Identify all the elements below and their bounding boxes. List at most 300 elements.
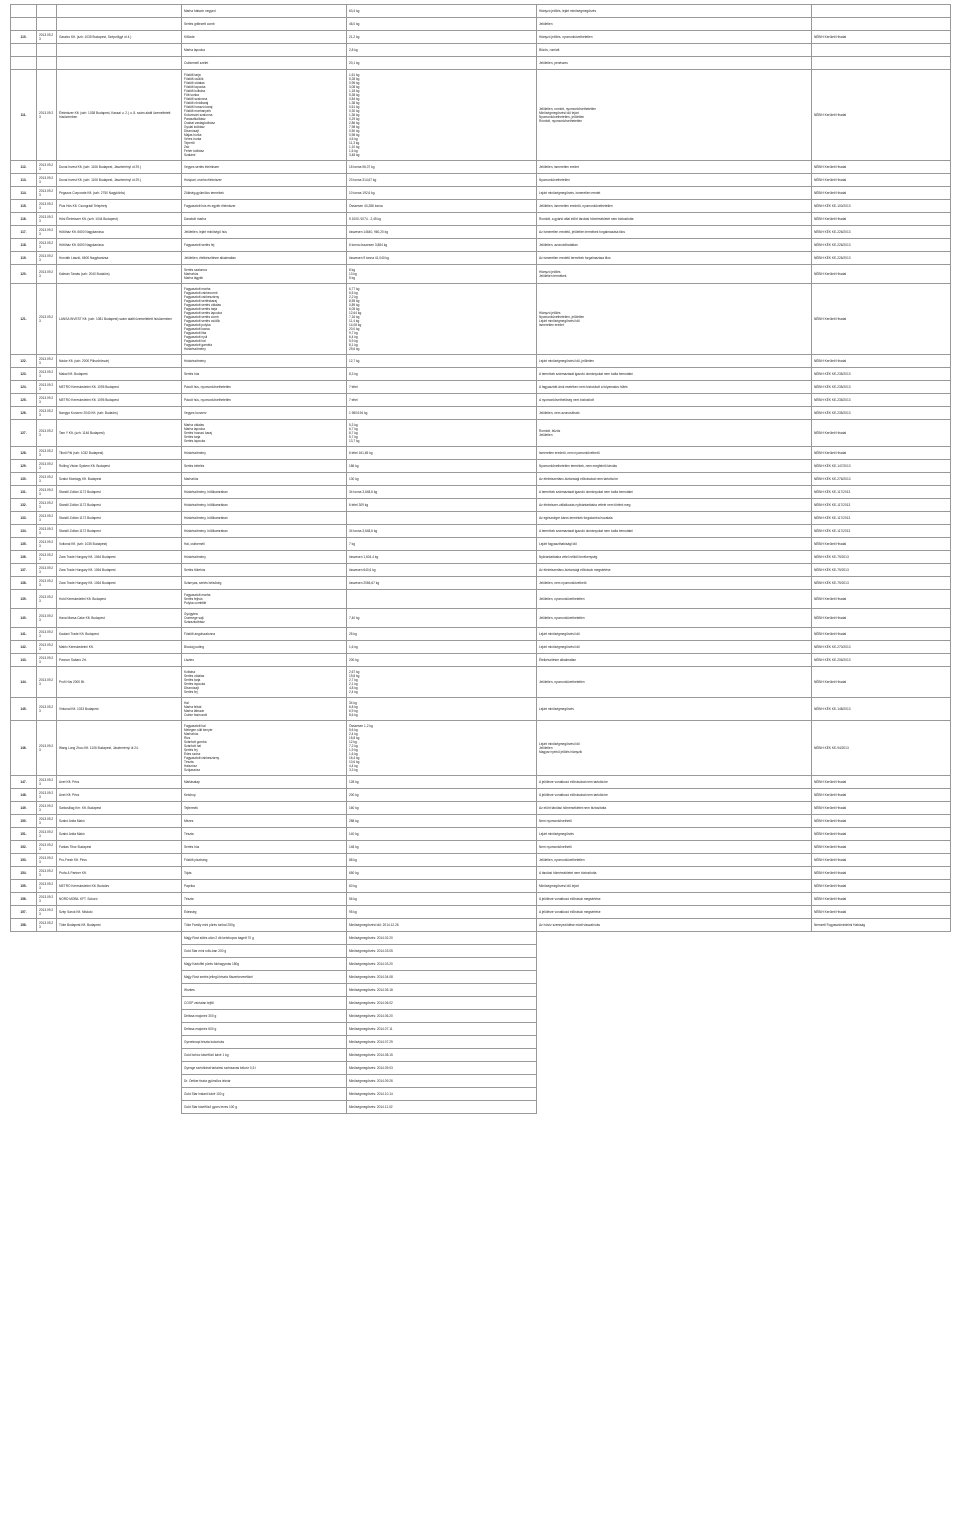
cell-issue: A termékek származását igazoló okmányokat nem tudta bemutatni — [537, 486, 812, 499]
cell-issue: Minőségmegőrzési idő lejárt — [537, 880, 812, 893]
cell-date: 2013.09.23 — [37, 161, 57, 174]
cell-firm: LANSA INVEST Kft. (szh: 1081 Budapest) szám alatti üzemeltetett húsüzemben — [57, 284, 182, 355]
table-row — [11, 789, 951, 802]
cell-qty: 5,3 kg 6,7 kg 8,7 kg 5,7 kg 13,7 kg — [347, 420, 537, 447]
note-date: Minőségmegőrzés: 2014.08.15 — [347, 1049, 537, 1062]
table-row — [11, 44, 951, 57]
cell-auth: NÉBIH KÉK KE-79/2013 — [812, 577, 951, 590]
cell-auth: NÉBIH Kerületi Hivatal — [812, 447, 951, 460]
cell-issue: Jelöletlen, nyomonkövethetetlen — [537, 854, 812, 867]
note-row — [11, 945, 951, 958]
empty-cell — [11, 1075, 37, 1088]
cell-no — [11, 57, 37, 70]
cell-date: 2013.09.23 — [37, 187, 57, 200]
cell-no: 136. — [11, 551, 37, 564]
cell-date: 2013.09.23 — [37, 577, 57, 590]
note-date: Minőségmegőrzés: 2014.03.20 — [347, 958, 537, 971]
cell-no: 119. — [11, 252, 37, 265]
cell-date: 2013.09.23 — [37, 641, 57, 654]
cell-firm: Hűsi Élelmiszer Kft. (szh: 1044 Budapest) — [57, 213, 182, 226]
empty-cell — [37, 1049, 57, 1062]
cell-qty: 200 kg — [347, 789, 537, 802]
cell-no: 154. — [11, 867, 37, 880]
note-product: Delissa majonéz 600 g — [182, 1023, 347, 1036]
table-row — [11, 213, 951, 226]
cell-firm: Vintonal Kft. 1033 Budapest — [57, 698, 182, 721]
cell-prod: Mártásalap — [182, 776, 347, 789]
cell-no: 132. — [11, 499, 37, 512]
cell-qty: 15 tonna 96,07 kg — [347, 161, 537, 174]
cell-no: 137. — [11, 564, 37, 577]
cell-prod: Vegyes sertés élelmiszer — [182, 161, 347, 174]
cell-issue: Jelöletlen, nem nyomonkövethető — [537, 577, 812, 590]
cell-auth — [812, 44, 951, 57]
table-body — [11, 5, 951, 932]
empty-cell — [812, 1088, 951, 1101]
cell-date: 2013.09.23 — [37, 355, 57, 368]
empty-cell — [11, 958, 37, 971]
cell-issue: A termékek származását igazoló okmányokat nem tudta bemutatni — [537, 525, 812, 538]
empty-cell — [812, 1049, 951, 1062]
table-row — [11, 538, 951, 551]
table-row — [11, 893, 951, 906]
cell-firm: Standil Zoltán 1172 Budapest — [57, 512, 182, 525]
cell-issue: Bűzös, romlott — [537, 44, 812, 57]
cell-issue: Az ismeretlen eredetű termékek forgalmazása tilos — [537, 252, 812, 265]
cell-qty: Összesen 40,288 tonna — [347, 200, 537, 213]
cell-issue: Lejárt minőségmegőrzési idő — [537, 628, 812, 641]
cell-date: 2013.09.23 — [37, 919, 57, 932]
cell-prod: Fagyasztott sertés fej — [182, 239, 347, 252]
table-row — [11, 239, 951, 252]
cell-no — [11, 44, 37, 57]
cell-firm: Szép Sarok Kft. Miskolc — [57, 906, 182, 919]
cell-qty: 20,1 kg — [347, 57, 537, 70]
cell-firm: Tam Y Kft. (szh: 1146 Budapest) — [57, 420, 182, 447]
cell-firm: Dunai Invest Kft. (szh: 1106 Budapest, Jászberényi út 29.) — [57, 174, 182, 187]
cell-date: 2013.09.23 — [37, 473, 57, 486]
cell-date: 2013.09.23 — [37, 538, 57, 551]
cell-issue: Hiányzó jelölés, nyomonkövethetetlen — [537, 31, 812, 44]
cell-prod: Hal Marha felsál Marha lábszár Csirke fasírozott — [182, 698, 347, 721]
cell-issue: Hiányzó jelölés, lejárt minőségmegőrzés — [537, 5, 812, 18]
cell-no: 152. — [11, 841, 37, 854]
cell-firm: Zara Trade Hungary Kft. 1064 Budapest — [57, 551, 182, 564]
empty-cell — [11, 932, 37, 945]
cell-prod: Fagyasztott marha Sertés fejhús Pulyka combfilé — [182, 590, 347, 609]
table-row — [11, 381, 951, 394]
cell-auth: NÉBIH Kerületi Hivatal — [812, 628, 951, 641]
cell-qty: Összesen 1,2 kg 5,6 kg 2,4 kg 15,8 kg 12 kg 7,2 kg 1,9 kg 1,6 kg 16,4 kg 10,6 kg 4,4 kg 3,3 kg — [347, 721, 537, 776]
cell-firm: NORD MOBIL KFT. Sokoró — [57, 893, 182, 906]
cell-no: 131. — [11, 486, 37, 499]
table-row — [11, 867, 951, 880]
table-row — [11, 654, 951, 667]
cell-issue: A jelölésre vonatkozó előírásokat nem tartotta be — [537, 776, 812, 789]
cell-auth: NÉBIH Kerületi Hivatal — [812, 174, 951, 187]
empty-cell — [57, 1010, 182, 1023]
cell-firm: METRO Kereskedelmi Kft. 1095 Budapest — [57, 381, 182, 394]
cell-auth: NÉBIH Kerületi Hivatal — [812, 893, 951, 906]
cell-firm: Pannon Sabaro Zrt. — [57, 654, 182, 667]
cell-qty: 5 1000 /1074 - 2,45 kg — [347, 213, 537, 226]
cell-firm: Tüke Budapest Kft. Budapest — [57, 919, 182, 932]
cell-prod: Marha hátszín negyed — [182, 5, 347, 18]
cell-qty: 34 kg 6,8 kg 6,9 kg 8,6 kg — [347, 698, 537, 721]
cell-firm: Tiboti Pál (szh: 1032 Budapest) — [57, 447, 182, 460]
cell-qty: 7 tétel — [347, 394, 537, 407]
cell-firm: METRO Kereskedelmi Kft. 1095 Budapest — [57, 394, 182, 407]
cell-no: 120. — [11, 265, 37, 284]
cell-prod: Sertés hús — [182, 841, 347, 854]
note-product: Gyenge szénhidrát tartalmú szénsavas kékvíz 0,5 l — [182, 1062, 347, 1075]
note-product: Delissa majonéz 300 g — [182, 1010, 347, 1023]
cell-firm — [57, 18, 182, 31]
cell-date: 2013.09.23 — [37, 815, 57, 828]
cell-auth: NÉBIH KÉK KE-226/2013 — [812, 226, 951, 239]
table-row — [11, 420, 951, 447]
cell-qty: 56 kg — [347, 893, 537, 906]
cell-issue: Jelöletlen, azonosíthatatlan — [537, 239, 812, 252]
cell-auth — [812, 18, 951, 31]
empty-cell — [537, 958, 812, 971]
cell-auth: NÉBIH KÉK KE-79/2013 — [812, 551, 951, 564]
cell-no: 117. — [11, 226, 37, 239]
cell-firm: Matrix Kereskedelmi Kft. — [57, 641, 182, 654]
cell-prod: Fagyasztott hús és egyéb élelmiszer — [182, 200, 347, 213]
cell-qty: 160 kg — [347, 802, 537, 815]
cell-issue: A jelölésre vonatkozó előírások megsértése — [537, 893, 812, 906]
cell-date: 2013.09.23 — [37, 654, 57, 667]
table-row — [11, 776, 951, 789]
cell-firm: Hűtőház Kft. 6600 Nagykanizsa — [57, 226, 182, 239]
cell-auth — [812, 5, 951, 18]
cell-no: 110. — [11, 31, 37, 44]
empty-cell — [11, 984, 37, 997]
note-date: Minőségmegőrzés: 2014.06.20 — [347, 1010, 537, 1023]
empty-cell — [11, 1049, 37, 1062]
cell-auth: Nemzeti Fogyasztóvédelmi Hatóság — [812, 919, 951, 932]
note-product: Majjy Kartoffel pürés fokhagymás 180g — [182, 958, 347, 971]
cell-no: 115. — [11, 200, 37, 213]
cell-qty: 1 980/194 kg — [347, 407, 537, 420]
cell-no: 140. — [11, 609, 37, 628]
note-product: Gold bohóc kávéfőző kávé 1 kg — [182, 1049, 347, 1062]
cell-no: 150. — [11, 815, 37, 828]
cell-issue: Lejárt fogyaszthatósági idő — [537, 538, 812, 551]
cell-date: 2013.09.23 — [37, 407, 57, 420]
cell-no: 123. — [11, 368, 37, 381]
cell-qty: 2,67 kg 19,8 kg 2,7 kg 2,1 kg 4,8 kg 2,4 kg — [347, 667, 537, 698]
cell-prod: Füstölt pisztráng — [182, 854, 347, 867]
cell-prod: Marhahús — [182, 473, 347, 486]
note-row — [11, 1049, 951, 1062]
empty-cell — [812, 984, 951, 997]
cell-no: 111. — [11, 70, 37, 161]
cell-firm: METRO Kereskedelmi Kft. Budaörs — [57, 880, 182, 893]
cell-date: 2013.09.23 — [37, 789, 57, 802]
cell-date — [37, 57, 57, 70]
table-row — [11, 460, 951, 473]
note-row — [11, 984, 951, 997]
cell-no: 146. — [11, 721, 37, 776]
cell-prod: Tojás — [182, 867, 347, 880]
note-row — [11, 1075, 951, 1088]
note-row — [11, 1088, 951, 1101]
note-row — [11, 932, 951, 945]
cell-date: 2013.09.23 — [37, 265, 57, 284]
cell-auth: NÉBIH Kerületi Hivatal — [812, 906, 951, 919]
cell-date: 2013.09.23 — [37, 802, 57, 815]
recall-table — [10, 4, 951, 1114]
table-row — [11, 577, 951, 590]
cell-qty: összesen 9 tonna 41,040 kg — [347, 252, 537, 265]
empty-cell — [537, 1088, 812, 1101]
cell-no: 151. — [11, 828, 37, 841]
cell-issue: Jelöletlen, penészes — [537, 57, 812, 70]
cell-prod: Tüke Family mini pürés tonhal 250g — [182, 919, 347, 932]
note-date: Minőségmegőrzés: 2014.02.20 — [347, 932, 537, 945]
cell-issue: Az élelmiszer-vállalkozás nyilvántartásba vétele nem történt meg — [537, 499, 812, 512]
cell-no: 157. — [11, 906, 37, 919]
cell-date: 2013.09.23 — [37, 284, 57, 355]
cell-auth: NÉBIH Kerületi Hivatal — [812, 815, 951, 828]
cell-prod: Lisztes — [182, 654, 347, 667]
cell-no: 149. — [11, 802, 37, 815]
cell-qty: 200 kg — [347, 654, 537, 667]
table-row — [11, 564, 951, 577]
empty-cell — [57, 945, 182, 958]
table-row — [11, 628, 951, 641]
cell-auth: NÉBIH Kerületi Hivatal — [812, 284, 951, 355]
cell-no: 156. — [11, 893, 37, 906]
note-date: Minőségmegőrzés: 2014.04.08 — [347, 971, 537, 984]
cell-firm: Kálmán Tamás (szh: 2040 Budaörs) — [57, 265, 182, 284]
cell-issue: Lejárt minőségmegőrzés, ismeretlen eredet — [537, 187, 812, 200]
cell-no: 142. — [11, 641, 37, 654]
cell-firm: Anet Kft. Pécs — [57, 789, 182, 802]
cell-qty: 34 tonna 3,648,6 kg — [347, 486, 537, 499]
empty-cell — [37, 945, 57, 958]
cell-prod: Sertés tőkehús — [182, 564, 347, 577]
cell-date: 2013.09.23 — [37, 213, 57, 226]
cell-no: 130. — [11, 473, 37, 486]
empty-cell — [57, 1062, 182, 1075]
cell-qty: 34 tonna 3,648,6 kg — [347, 525, 537, 538]
cell-prod: Pácolt hús, nyomonkövethetetlen — [182, 381, 347, 394]
empty-cell — [11, 1036, 37, 1049]
cell-prod: Csirkemell szelet — [182, 57, 347, 70]
empty-cell — [537, 1010, 812, 1023]
cell-no: 138. — [11, 577, 37, 590]
cell-issue: Jelöletlen, nyomonkövethetetlen — [537, 609, 812, 628]
cell-firm: Hold Kereskedelmi Kft. Budapest — [57, 590, 182, 609]
table-row — [11, 407, 951, 420]
cell-prod: Húskészítmény — [182, 551, 347, 564]
cell-no: 144. — [11, 667, 37, 698]
empty-cell — [57, 984, 182, 997]
cell-issue: A termékek származását igazoló okmányokat nem tudta bemutatni — [537, 368, 812, 381]
note-product: Gold Star kávéfőző gyors leves 100 g — [182, 1101, 347, 1114]
cell-auth: NÉBIH KÉK KE-226/2013 — [812, 252, 951, 265]
empty-cell — [37, 1101, 57, 1114]
cell-auth: NÉBIH Kerületi Hivatal — [812, 161, 951, 174]
cell-auth: NÉBIH Kerületi Hivatal — [812, 841, 951, 854]
cell-prod: Ketchup — [182, 789, 347, 802]
cell-prod: Fagyasztott marha Fagyasztott csirkecomb Fagyasztott csirkeszárny Fagyasztott sertéskaraj Fagyasztott sertés oldalas Fagyasztott sertés tarja Fagyasztott sertés lapocka Fagyasztott sertés comb Fagyasztott sertés csülök Fagyasztott pulyka Fagyasztott kacsa Fagyasztott liba Fagyasztott nyúl Fagyasztott hal Fagyasztott garnéla Húskészítmény — [182, 284, 347, 355]
note-product: Dr. Oetker tiszta gyümölcs lekvár — [182, 1075, 347, 1088]
cell-qty: összesen 1,604,4 kg — [347, 551, 537, 564]
cell-auth: NÉBIH KÉK KE-94/2013 — [812, 721, 951, 776]
note-date: Minőségmegőrzés: 2014.09.26 — [347, 1075, 537, 1088]
cell-no: 147. — [11, 776, 37, 789]
cell-no: 116. — [11, 213, 37, 226]
cell-issue: Nyomonkövethetetlen — [537, 174, 812, 187]
table-row — [11, 187, 951, 200]
empty-cell — [57, 1075, 182, 1088]
cell-qty: 95 kg — [347, 906, 537, 919]
cell-firm — [57, 5, 182, 18]
cell-prod: Mézes — [182, 815, 347, 828]
cell-no: 145. — [11, 698, 37, 721]
cell-firm — [57, 44, 182, 57]
note-date: Minőségmegőrzés: 2014.07.29 — [347, 1036, 537, 1049]
cell-date: 2013.09.23 — [37, 564, 57, 577]
empty-cell — [37, 932, 57, 945]
note-date: Minőségmegőrzés: 2014.09.03 — [347, 1062, 537, 1075]
cell-date: 2013.09.23 — [37, 906, 57, 919]
cell-qty: 1,61 kg 5,28 kg 0,95 kg 3,08 kg 1,18 kg 5,38 kg 0,84 kg 1,38 kg 0,61 kg 0,30 kg 1,36 kg 0,29 kg 2,86 kg 7,98 kg 0,50 kg 0,98 kg 4,6 kg 11,3 kg 1,10 kg 1,6 kg 3,48 kg — [347, 70, 537, 161]
cell-firm: Rolling Vision System Kft. Budapest — [57, 460, 182, 473]
cell-date: 2013.09.23 — [37, 854, 57, 867]
cell-auth: NÉBIH Kerületi Hivatal — [812, 609, 951, 628]
cell-date — [37, 18, 57, 31]
cell-firm: Profa & Partner Kft. — [57, 867, 182, 880]
cell-qty: 6,77 kg 6,5 kg 2,2 kg 8,55 kg 0,89 kg 6,05 kg 12,64 kg 7,16 kg 11,4 kg 14,08 kg 20,0 kg 9,7 kg 6,4 kg 5,9 kg 8,1 kg 29,6 kg — [347, 284, 537, 355]
cell-issue: Az egészségre káros termékek forgalomba hozatala — [537, 512, 812, 525]
cell-issue: Az előírt tárolási hőmérsékletet nem biztosította — [537, 802, 812, 815]
cell-auth: NÉBIH Kerületi Hivatal — [812, 802, 951, 815]
cell-prod: Füstölt angolszalonna — [182, 628, 347, 641]
cell-firm: Anet Kft. Pécs — [57, 776, 182, 789]
cell-auth: NÉBIH KÉK KE-117/2013 — [812, 512, 951, 525]
cell-issue: Lejárt minőségmegőrzés — [537, 828, 812, 841]
cell-date: 2013.09.23 — [37, 893, 57, 906]
cell-issue: Jelöletlen — [537, 18, 812, 31]
cell-date: 2013.09.23 — [37, 226, 57, 239]
cell-prod: Pácolt hús, nyomonkövethetetlen — [182, 394, 347, 407]
table-row — [11, 854, 951, 867]
cell-date: 2013.09.23 — [37, 368, 57, 381]
cell-prod: Kolbász Sertés oldalas Sertés tarja Sertés lapocka Disznósajt Sertés fej — [182, 667, 347, 698]
table-row — [11, 499, 951, 512]
empty-cell — [37, 958, 57, 971]
empty-cell — [812, 932, 951, 945]
cell-qty: 21,2 kg — [347, 31, 537, 44]
cell-date — [37, 5, 57, 18]
cell-prod: Húskészítmény — [182, 447, 347, 460]
cell-issue: Lejárt minőségmegőrzési idő Jelöletlen Magyar nyelvű jelölés hiányzik — [537, 721, 812, 776]
table-row — [11, 200, 951, 213]
cell-qty: 8 kg 13 kg 5 kg — [347, 265, 537, 284]
cell-date: 2013.09.23 — [37, 420, 57, 447]
cell-no: 128. — [11, 447, 37, 460]
empty-cell — [537, 1049, 812, 1062]
cell-auth: NÉBIH Kerületi Hivatal — [812, 538, 951, 551]
table-row — [11, 815, 951, 828]
cell-date — [37, 44, 57, 57]
cell-auth: NÉBIH KÉK KE-270/2013 — [812, 641, 951, 654]
cell-issue: Ismeretlen eredetű, nem nyomonkövethető — [537, 447, 812, 460]
cell-no: 127. — [11, 420, 37, 447]
cell-no: 135. — [11, 538, 37, 551]
table-row — [11, 486, 951, 499]
cell-qty: 7 tétel — [347, 381, 537, 394]
cell-date: 2013.09.23 — [37, 551, 57, 564]
cell-auth: NÉBIH Kerületi Hivatal — [812, 789, 951, 802]
table-row — [11, 355, 951, 368]
empty-cell — [37, 1075, 57, 1088]
cell-firm: Farkas Tibor Budapest — [57, 841, 182, 854]
cell-issue: Az élelmiszerlánc-biztonsági előírások megsértése — [537, 564, 812, 577]
cell-qty — [347, 512, 537, 525]
empty-cell — [537, 1036, 812, 1049]
cell-qty: 148 kg — [347, 841, 537, 854]
note-product: Majjy Rost sütés után 2 db ketchupos bagett 70 g — [182, 932, 347, 945]
note-product: COOP zsírtalan tejföl — [182, 997, 347, 1010]
cell-firm: Szabó Anita Makó — [57, 828, 182, 841]
cell-auth: NÉBIH KÉK KE-117/2013 — [812, 525, 951, 538]
empty-cell — [57, 1036, 182, 1049]
cell-prod: Tészta — [182, 893, 347, 906]
cell-no: 114. — [11, 187, 37, 200]
empty-cell — [812, 1075, 951, 1088]
cell-qty: 7 kg — [347, 538, 537, 551]
cell-issue: A jelölésre vonatkozó előírások megsértése — [537, 906, 812, 919]
cell-prod: Gyógytea Csemege sajt Szárazkolbász — [182, 609, 347, 628]
table-row — [11, 919, 951, 932]
note-row — [11, 1023, 951, 1036]
table-row — [11, 252, 951, 265]
cell-firm: Pegazus Corporate Kft. (szh: 2750 Nagykőrös) — [57, 187, 182, 200]
empty-cell — [37, 1036, 57, 1049]
cell-issue: Jelöletlen, romlott, nyomonkövethetetlen Minőségmegőrzési idő lejárt Nyomonkövethetetlen, jelöletlen Romlott, nyomonkövethetetlen — [537, 70, 812, 161]
note-row — [11, 1062, 951, 1075]
cell-firm: Wang Long Zhou Kft. 1106 Budapest, Jászberényi út 24. — [57, 721, 182, 776]
cell-date: 2013.09.23 — [37, 447, 57, 460]
table-row — [11, 698, 951, 721]
note-product: Wontes — [182, 984, 347, 997]
table-row — [11, 18, 951, 31]
cell-qty: 10 tonna 192,6 kg — [347, 187, 537, 200]
note-date: Minőségmegőrzés: 2014.07.11 — [347, 1023, 537, 1036]
cell-qty: 7,40 kg — [347, 609, 537, 628]
table-row — [11, 226, 951, 239]
empty-cell — [812, 945, 951, 958]
cell-firm: Makai Kft. Budapest — [57, 368, 182, 381]
cell-issue: Nyilvántartásba vétel nélküli tevékenység — [537, 551, 812, 564]
cell-qty: 6 tétel 309 kg — [347, 499, 537, 512]
cell-no — [11, 18, 37, 31]
cell-issue: Lejárt minőségmegőrzés — [537, 698, 812, 721]
cell-prod: Kifőzde — [182, 31, 347, 44]
empty-cell — [37, 1023, 57, 1036]
cell-qty: 186 kg — [347, 460, 537, 473]
cell-auth: NÉBIH Kerületi Hivatal — [812, 590, 951, 609]
cell-auth — [812, 57, 951, 70]
cell-issue: Hiányzó jelölés Nyomonkövethetetlen, jelöletlen Lejárt minőségmegőrzési idő Ismeretlen eredet — [537, 284, 812, 355]
cell-no: 113. — [11, 174, 37, 187]
